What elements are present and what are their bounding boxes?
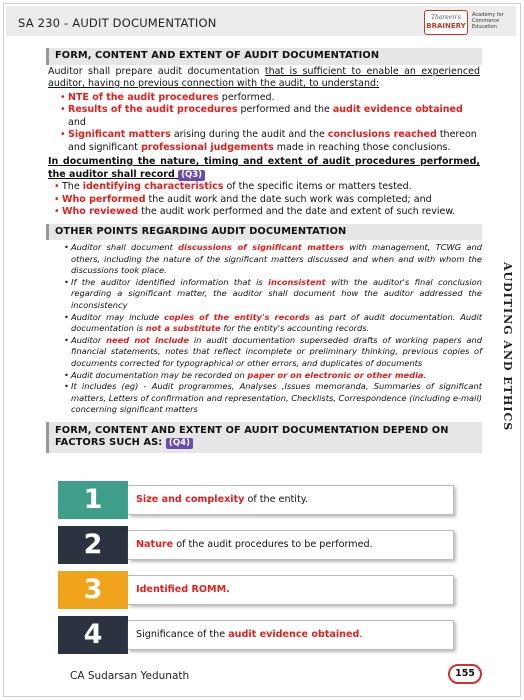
factor-number-box: 2	[58, 526, 128, 564]
footer-author: CA Sudarsan Yedunath	[70, 670, 190, 682]
record-subheading: In documenting the nature, timing and extent of audit procedures performed, the auditor shall record (Q3)	[48, 156, 480, 180]
factor-number-box: 4	[58, 616, 128, 654]
question-badge: (Q3)	[178, 170, 205, 181]
list-item: • Audit documentation may be recorded on paper or on electronic or other media.	[64, 370, 482, 382]
logo-top-text: Thareen's	[430, 14, 461, 21]
list-item: • Auditor may include copies of the entity's records as part of audit documentation. Audit documentation is not a substitute for the entity's accounting records.	[64, 312, 482, 335]
factor-text: Significance of the audit evidence obtained.	[128, 620, 454, 650]
intro-paragraph: Auditor shall prepare audit documentation that is sufficient to enable an experienced auditor, having no previous connection with the audit, to understand:	[48, 65, 480, 89]
list-item: • Auditor need not include in audit documentation superseded drafts of working papers and financial statements, notes that reflect incomplete or preliminary thinking, previous copies of documents corrected for typographical or other errors, and duplicates of documents	[64, 335, 482, 370]
list-item: • Who performed the audit work and the date such work was completed; and	[54, 194, 482, 207]
section-heading-form-content: FORM, CONTENT AND EXTENT OF AUDIT DOCUMENTATION	[46, 48, 482, 65]
list-item: • Significant matters arising during the audit and the conclusions reached thereon and significant professional judgements made in reaching those conclusions.	[60, 129, 482, 154]
logo-subtitle: Academy for Commerce Education	[472, 12, 504, 30]
logo-brand-text: BRAINERY	[426, 22, 466, 30]
brainery-logo	[424, 9, 508, 37]
page-title: SA 230 - AUDIT DOCUMENTATION	[18, 16, 217, 30]
question-badge: (Q4)	[166, 438, 193, 449]
list-item: • Auditor shall document discussions of significant matters with management, TCWG and others, including the nature of the significant matters discussed and when and with whom the discussions took place.	[64, 242, 482, 277]
page-number: 155	[448, 664, 482, 684]
list-item: • It includes (eg) - Audit programmes, Analyses ,Issues memoranda, Summaries of significant matters, Letters of confirmation and representation, Checklists, Correspondence (including e-mail) concerning significant matters	[64, 381, 482, 416]
factors-list	[58, 481, 458, 661]
factor-item-2	[58, 526, 458, 564]
page-number-badge	[445, 660, 485, 688]
section-heading-factors: FORM, CONTENT AND EXTENT OF AUDIT DOCUMENTATION DEPEND ON FACTORS SUCH AS: (Q4)	[46, 422, 482, 453]
section-heading-other-points: OTHER POINTS REGARDING AUDIT DOCUMENTATION	[46, 224, 482, 241]
side-chapter-title: AUDITING AND ETHICS	[501, 262, 514, 432]
other-points-list	[46, 242, 482, 416]
factor-item-3	[58, 571, 458, 609]
record-list	[46, 181, 482, 219]
list-item: • If the auditor identified information that is inconsistent with the auditor's final conclusion regarding a significant matter, the auditor shall document how the auditor addressed the inconsistency	[64, 277, 482, 312]
factor-item-1	[58, 481, 458, 519]
main-content	[46, 48, 482, 453]
list-item: • NTE of the audit procedures performed.	[60, 92, 482, 105]
list-item: • Who reviewed the audit work performed and the date and extent of such review.	[54, 206, 482, 219]
factor-number-box: 3	[58, 571, 128, 609]
factor-item-4	[58, 616, 458, 654]
list-item: • Results of the audit procedures performed and the audit evidence obtained and	[60, 104, 482, 129]
factor-text: Size and complexity of the entity.	[128, 485, 454, 515]
page-header	[6, 6, 516, 36]
factor-text: Nature of the audit procedures to be performed.	[128, 530, 454, 560]
factor-number-box: 1	[58, 481, 128, 519]
logo-badge	[424, 10, 468, 35]
factor-text: Identified ROMM.	[128, 575, 454, 605]
list-item: • The identifying characteristics of the specific items or matters tested.	[54, 181, 482, 194]
understand-list	[46, 92, 482, 155]
